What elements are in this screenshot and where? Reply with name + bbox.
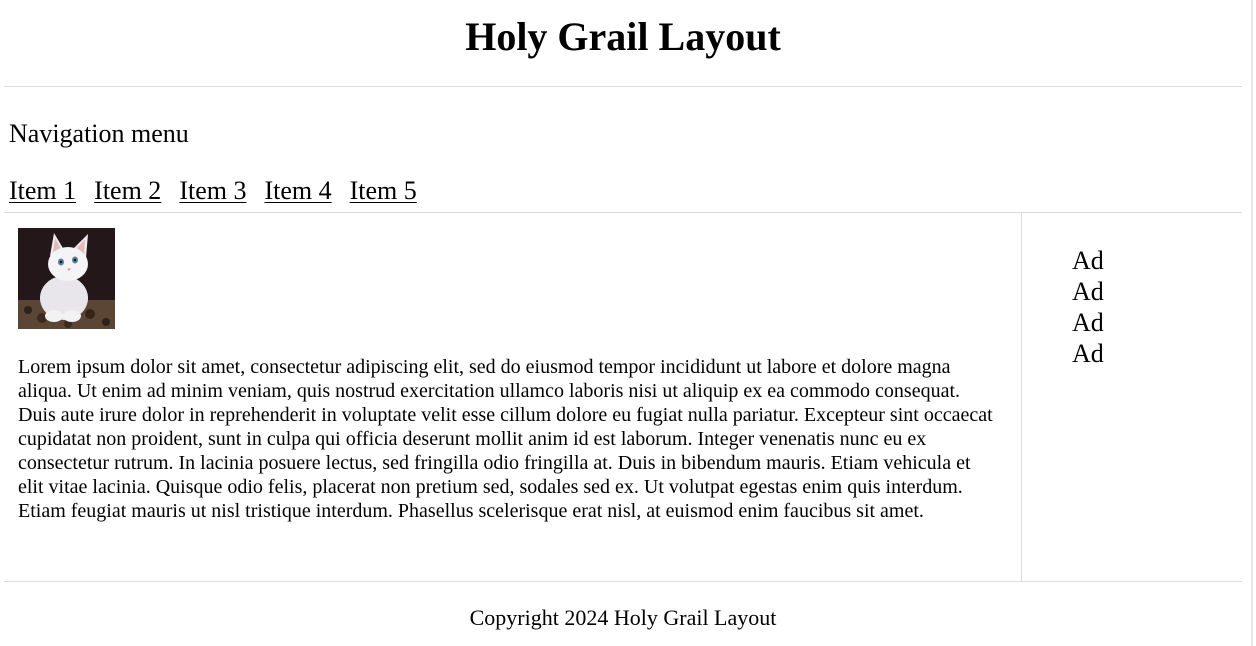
nav-link-item-1[interactable]: Item 1: [9, 176, 77, 205]
ad-slot[interactable]: Ad: [1072, 339, 1104, 368]
kitten-icon: [18, 228, 115, 329]
site-footer: [4, 582, 1242, 631]
body-text: Lorem ipsum dolor sit amet, consectetur adipiscing elit, sed do eiusmod tempor incididunt ut labore et dolore magna aliqua. Ut enim ad minim veniam, quis nostrud exercitation ullamco laboris nisi ut aliquip ex ea commodo consequat. Duis aute irure dolor in reprehenderit in voluptate velit esse cillum dolore eu fugiat nulla pariatur. Excepteur sint occaecat cupidatat non proident, sunt in culpa qui officia deserunt mollit anim id est laborum. Integer venenatis nunc eu ex consectetur rutrum. In lacinia posuere lectus, sed fringilla odio fringilla at. Duis in bibendum mauris. Etiam vehicula et elit vitae lacinia. Quisque odio felis, placerat non pretium sed, sodales sed ex. Ut volutpat egestas enim quis interdum. Etiam feugiat mauris ut nisl tristique interdum. Phasellus scelerisque erat nisl, at euismod enim faucibus sit amet.: [18, 356, 993, 522]
ad-slot[interactable]: Ad: [1072, 246, 1104, 275]
nav-heading: Navigation menu: [9, 119, 189, 148]
ad-slot[interactable]: Ad: [1072, 308, 1104, 337]
nav-list-item: [350, 176, 417, 206]
kitten-image: [18, 228, 115, 329]
nav-link-item-3[interactable]: Item 3: [179, 176, 247, 205]
nav-list-item: [9, 176, 76, 206]
copyright-text: Copyright 2024 Holy Grail Layout: [469, 605, 777, 630]
navigation: [4, 87, 1242, 213]
nav-link-item-4[interactable]: Item 4: [264, 176, 332, 205]
main-content: [4, 213, 1022, 581]
nav-link-item-5[interactable]: Item 5: [349, 176, 417, 205]
content-row: [4, 213, 1242, 582]
nav-list-item: [264, 176, 331, 206]
ad-slot[interactable]: Ad: [1072, 277, 1104, 306]
page-title: Holy Grail Layout: [465, 14, 781, 59]
page: [4, 0, 1242, 646]
site-header: [4, 0, 1242, 87]
scrollbar-edge: [1251, 0, 1253, 646]
nav-list-item: [179, 176, 246, 206]
ad-sidebar: [1022, 213, 1242, 581]
nav-list: [9, 176, 435, 206]
nav-link-item-2[interactable]: Item 2: [94, 176, 162, 205]
nav-list-item: [94, 176, 161, 206]
